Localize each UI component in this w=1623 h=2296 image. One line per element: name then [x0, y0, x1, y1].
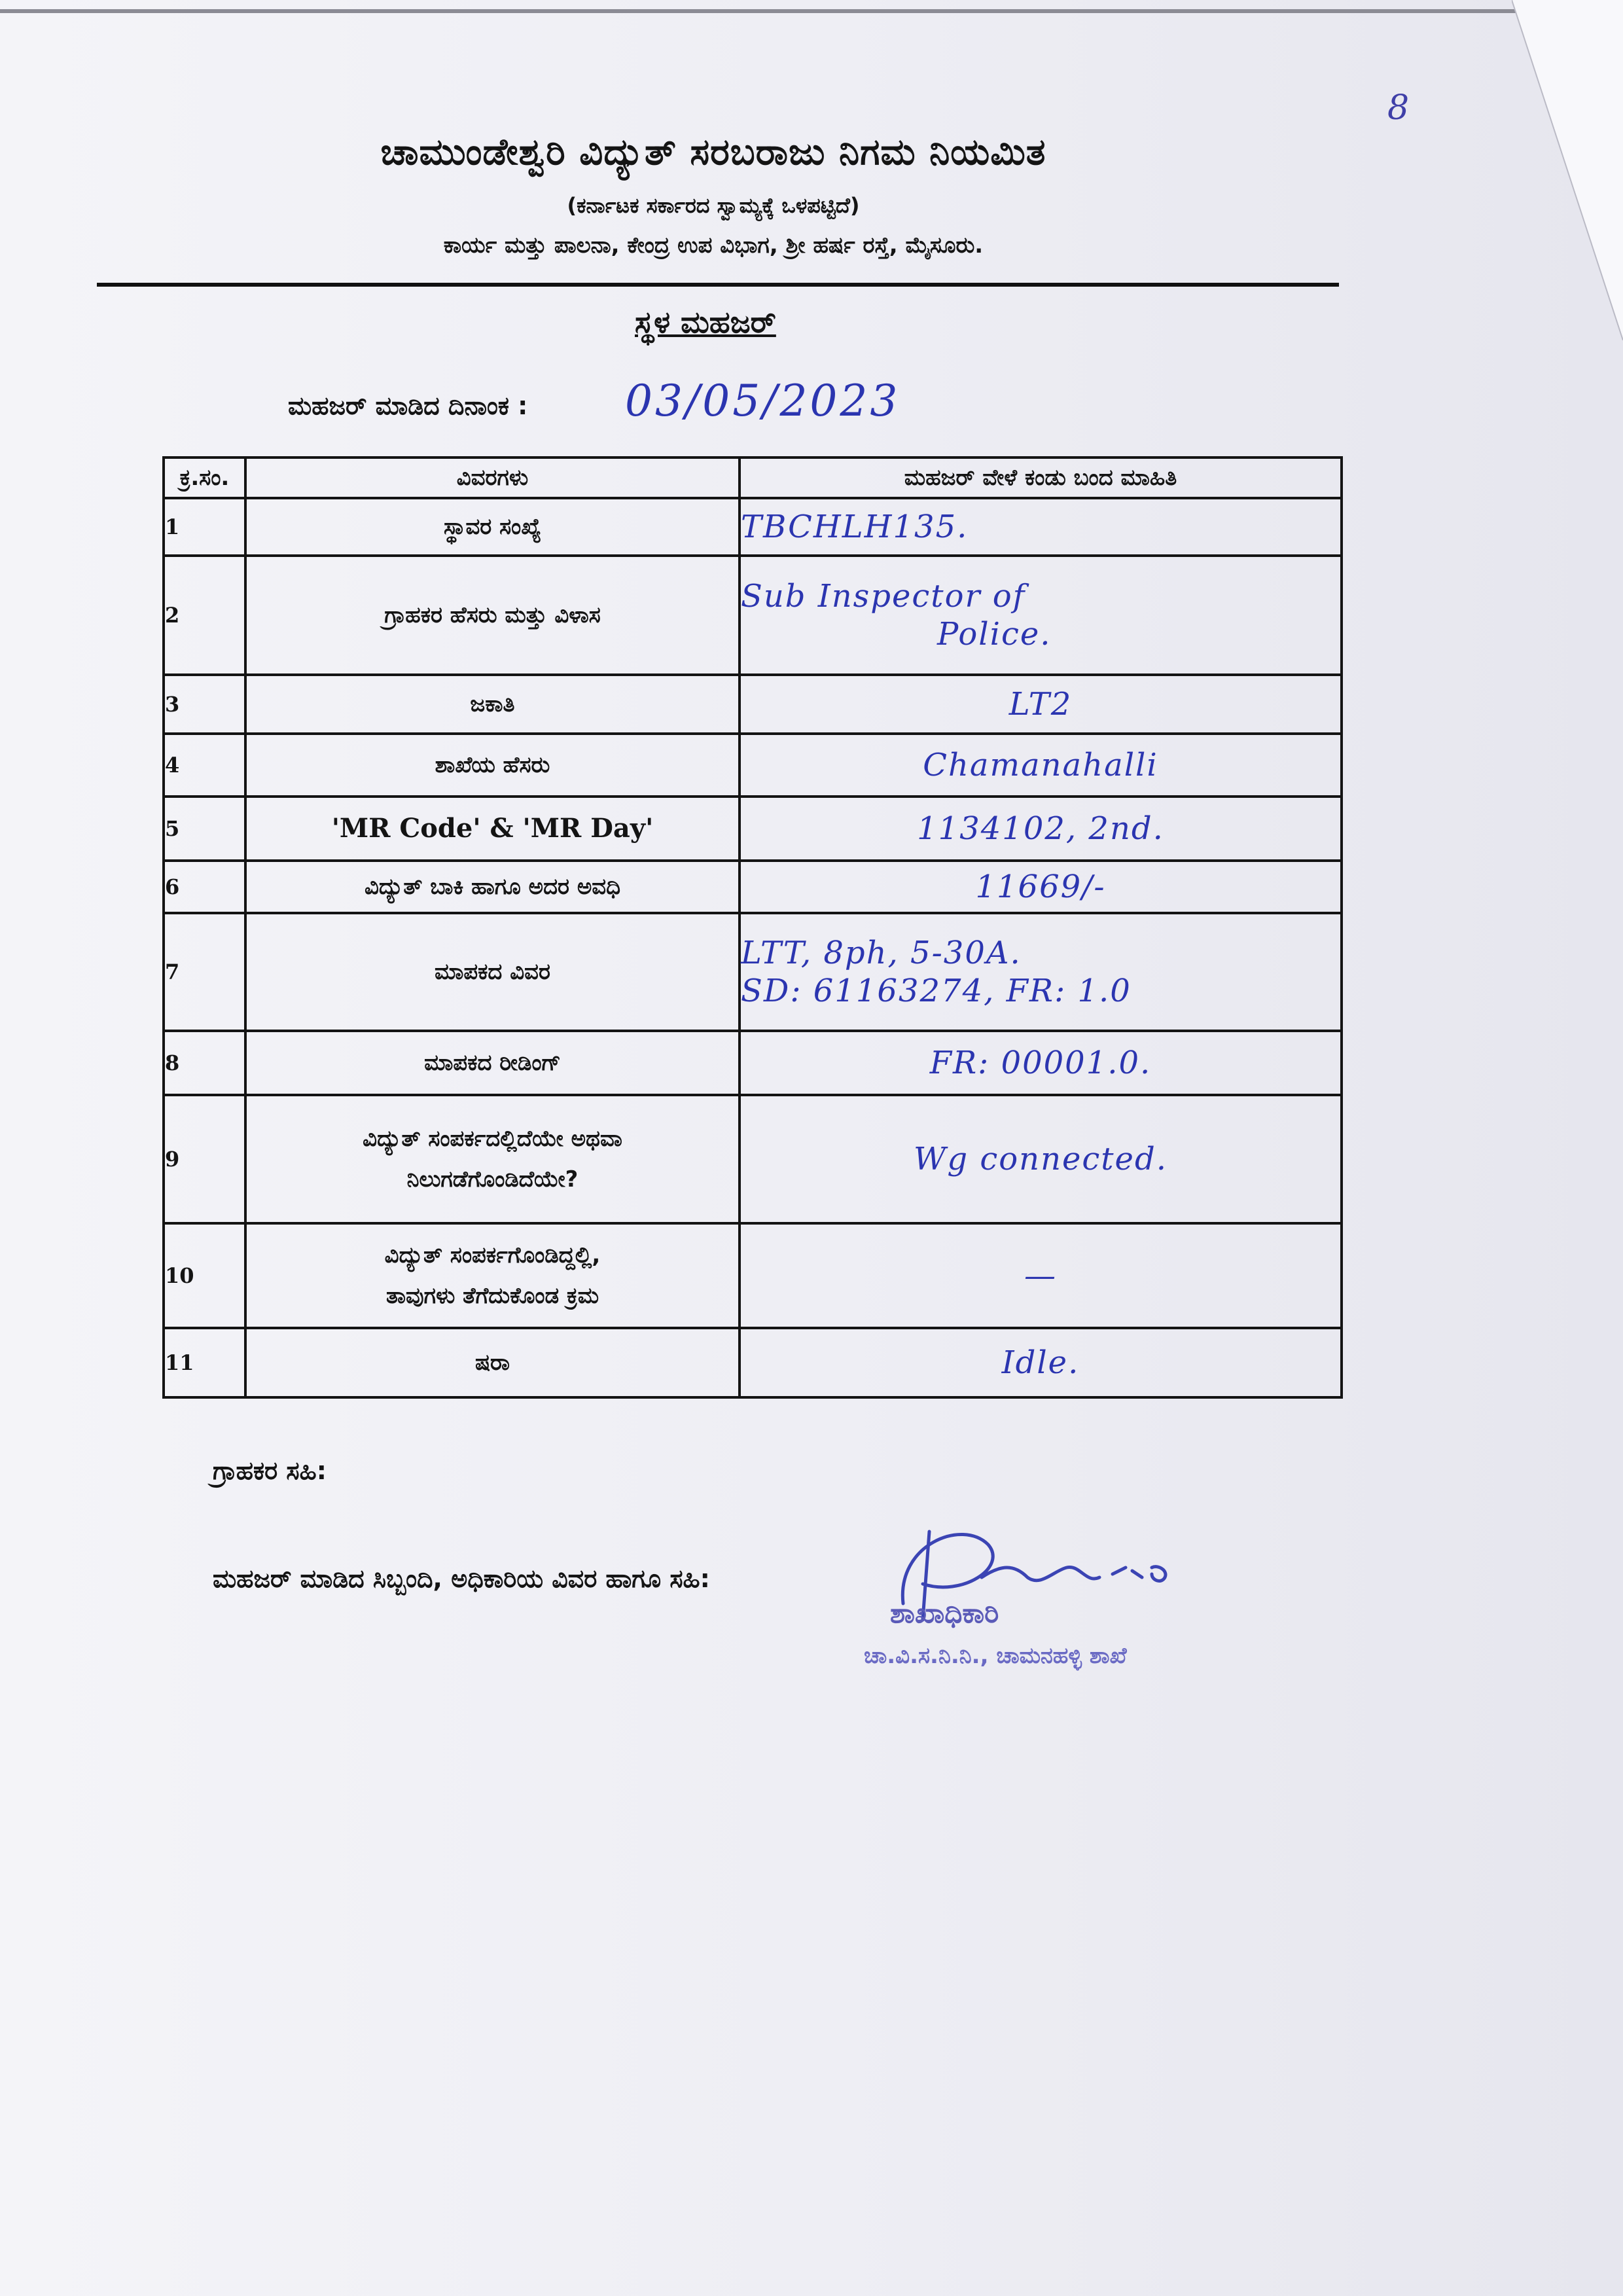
row-value [740, 913, 1342, 1031]
row-label: ವಿದ್ಯುತ್ ಬಾಕಿ ಹಾಗೂ ಅದರ ಅವಧಿ [245, 861, 740, 913]
row-number: 10 [164, 1223, 245, 1328]
row-value: TBCHLH135. [740, 498, 1342, 556]
header-observed: ಮಹಜರ್ ವೇಳೆ ಕಂಡು ಬಂದ ಮಾಹಿತಿ [740, 457, 1342, 498]
row-label: 'MR Code' & 'MR Day' [245, 797, 740, 861]
row-number: 4 [164, 734, 245, 797]
row-value: Idle. [740, 1328, 1342, 1397]
row-number: 2 [164, 556, 245, 675]
row-label: ಜಕಾತಿ [245, 675, 740, 734]
organization-name: ಚಾಮುಂಡೇಶ್ವರಿ ವಿದ್ಯುತ್ ಸರಬರಾಜು ನಿಗಮ ನಿಯಮಿತ [380, 131, 1046, 173]
scan-top-edge [0, 9, 1623, 13]
mahazar-table [162, 456, 1343, 1399]
document-title: ಸ್ಥಳ ಮಹಜರ್ [635, 304, 776, 340]
row-value: — [740, 1223, 1342, 1328]
row-label: ಷರಾ [245, 1328, 740, 1397]
row-label-line: ತಾವುಗಳು ತೆಗೆದುಕೊಂಡ ಕ್ರಮ [385, 1283, 599, 1309]
row-label [245, 1095, 740, 1223]
row-label-line: ವಿದ್ಯುತ್ ಸಂಪರ್ಕದಲ್ಲಿದೆಯೇ ಅಥವಾ [363, 1126, 622, 1152]
header-serial: ಕ್ರ.ಸಂ. [164, 457, 245, 498]
row-label: ಸ್ಥಾವರ ಸಂಖ್ಯೆ [245, 498, 740, 556]
row-label: ಮಾಪಕದ ರೀಡಿಂಗ್ [245, 1031, 740, 1095]
consumer-signature-label: ಗ್ರಾಹಕರ ಸಹಿ: [213, 1456, 327, 1485]
row-value: 11669/- [740, 861, 1342, 913]
table-row [164, 797, 1342, 861]
row-label: ಗ್ರಾಹಕರ ಹೆಸರು ಮತ್ತು ವಿಳಾಸ [245, 556, 740, 675]
fold-crease [1512, 0, 1623, 340]
row-number: 5 [164, 797, 245, 861]
officer-signature-label: ಮಹಜರ್ ಮಾಡಿದ ಸಿಬ್ಬಂದಿ, ಅಧಿಕಾರಿಯ ವಿವರ ಹಾಗೂ ಸಹಿ: [213, 1564, 710, 1593]
table-row [164, 556, 1342, 675]
row-label: ಶಾಖೆಯ ಹೆಸರು [245, 734, 740, 797]
table-row [164, 734, 1342, 797]
row-label: ಮಾಪಕದ ವಿವರ [245, 913, 740, 1031]
row-label [245, 1223, 740, 1328]
row-value-line: Police. [937, 616, 1052, 653]
table-row [164, 675, 1342, 734]
row-value: 1134102, 2nd. [740, 797, 1342, 861]
row-value-line: LTT, 8ph, 5-30A. [741, 935, 1022, 971]
row-value [740, 556, 1342, 675]
table-row [164, 1328, 1342, 1397]
row-number: 11 [164, 1328, 245, 1397]
row-value: FR: 00001.0. [740, 1031, 1342, 1095]
row-number: 1 [164, 498, 245, 556]
office-address: ಕಾರ್ಯ ಮತ್ತು ಪಾಲನಾ, ಕೇಂದ್ರ ಉಪ ವಿಭಾಗ, ಶ್ರೀ ಹರ್ಷ ರಸ್ತೆ, ಮೈಸೂರು. [443, 232, 984, 259]
table-row [164, 1223, 1342, 1328]
date-value: 03/05/2023 [625, 376, 901, 426]
row-number: 8 [164, 1031, 245, 1095]
row-value: Chamanahalli [740, 734, 1342, 797]
table-row [164, 498, 1342, 556]
stamp-unit: ಚಾ.ವಿ.ಸ.ನಿ.ನಿ., ಚಾಮನಹಳ್ಳಿ ಶಾಖೆ [864, 1643, 1127, 1669]
organization-subtitle: (ಕರ್ನಾಟಕ ಸರ್ಕಾರದ ಸ್ವಾಮ್ಯಕ್ಕೆ ಒಳಪಟ್ಟಿದೆ) [567, 193, 860, 218]
row-label-line: ನಿಲುಗಡೆಗೊಂಡಿದೆಯೇ? [406, 1166, 579, 1193]
table-header-row [164, 457, 1342, 498]
row-number: 7 [164, 913, 245, 1031]
table-row [164, 861, 1342, 913]
row-value: LT2 [740, 675, 1342, 734]
row-value-line: Sub Inspector of [741, 578, 1026, 615]
header-details: ವಿವರಗಳು [245, 457, 740, 498]
row-value-line: SD: 61163274, FR: 1.0 [741, 973, 1132, 1009]
row-value: Wg connected. [740, 1095, 1342, 1223]
table-row [164, 913, 1342, 1031]
stamp-designation: ಶಾಖಾಧಿಕಾರಿ [890, 1597, 999, 1629]
row-label-line: ವಿದ್ಯುತ್ ಸಂಪರ್ಕಗೊಂಡಿದ್ದಲ್ಲಿ, [384, 1242, 601, 1268]
header-rule [97, 283, 1339, 287]
table-row [164, 1095, 1342, 1223]
row-number: 3 [164, 675, 245, 734]
page-mark: 8 [1387, 88, 1410, 128]
table-row [164, 1031, 1342, 1095]
date-label: ಮಹಜರ್ ಮಾಡಿದ ದಿನಾಂಕ : [288, 391, 528, 420]
row-number: 9 [164, 1095, 245, 1223]
row-number: 6 [164, 861, 245, 913]
